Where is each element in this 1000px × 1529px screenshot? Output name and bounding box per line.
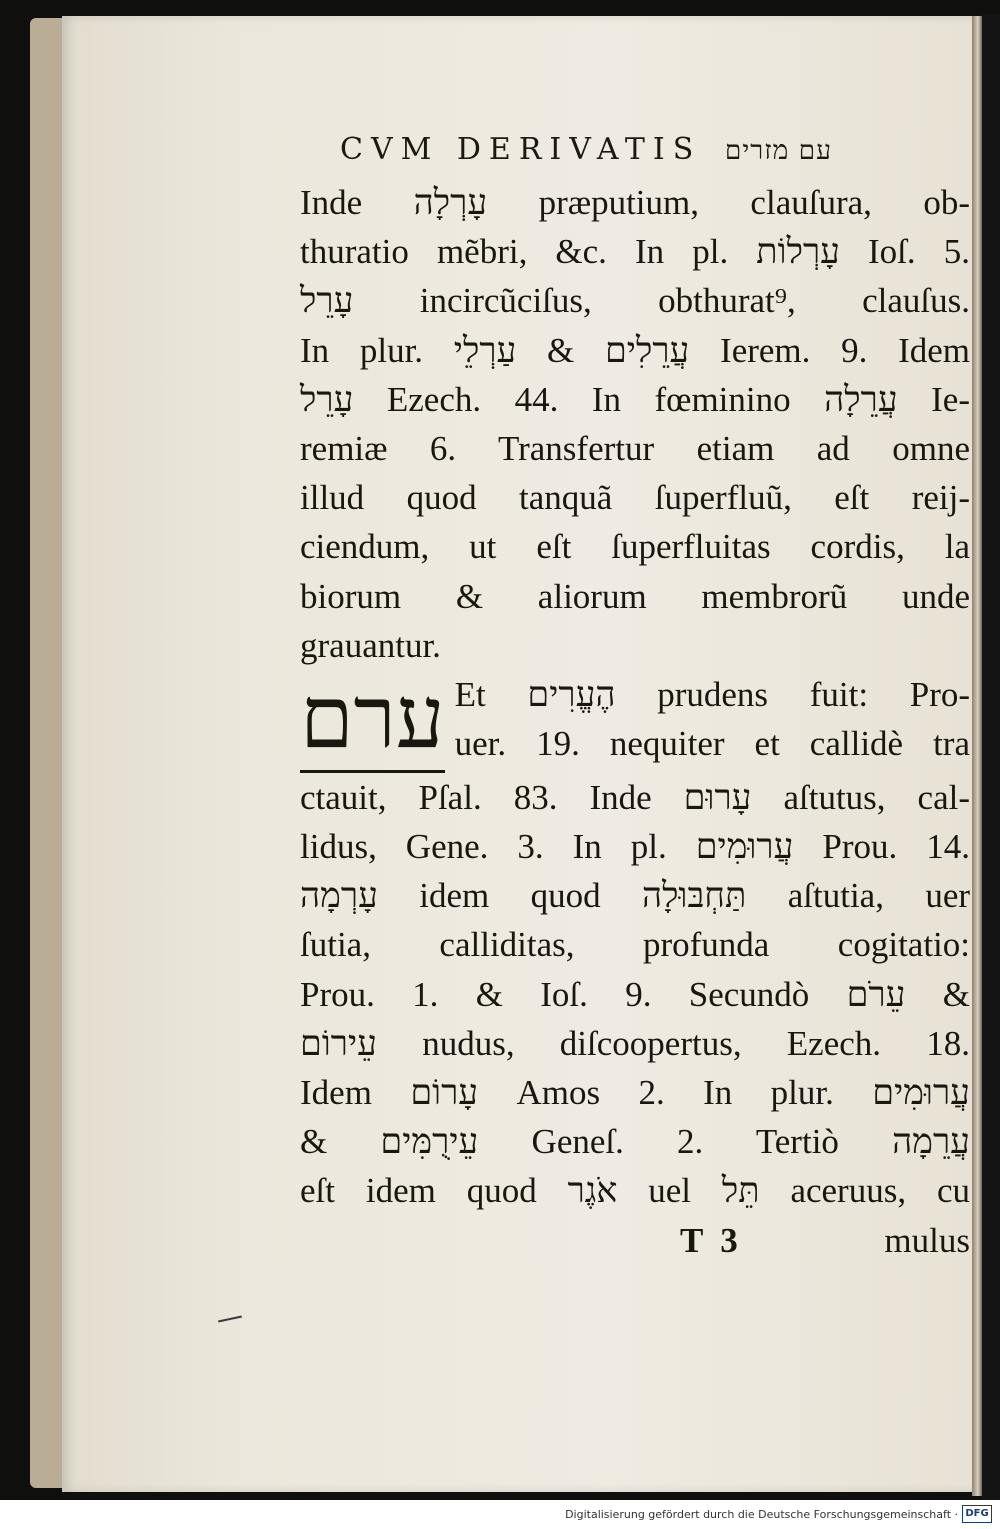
scan-border [982,14,1000,1500]
text-line: thuratio mẽbri, &c. In pl. עָרְלוֹת Ioſ. 5. [300,232,970,272]
running-head [340,132,920,167]
page-gutter [972,16,982,1496]
entry-line: Et הֶעֱרִים prudens fuit: Pro‑ [454,674,970,714]
signature-mark: T 3 [680,1220,738,1260]
text-line: ciendum, ut eſt ſuperfluitas cordis, la [300,527,970,567]
catchline [300,1216,970,1265]
entry-line: Idem עָרוֹם Amos 2. In plur. עֲרוּמִים [300,1073,970,1112]
main-text [300,178,970,1265]
entry-line: Prou. 1. & Ioſ. 9. Secundò עֵרֹם & [300,974,970,1014]
entry-line: עָרְמָה idem quod תַּחְבּוּלָה aſtutia, uer [300,876,971,916]
running-head-latin: CVM DERIVATIS [340,132,702,167]
catchword: mulus [884,1220,970,1260]
dictionary-entry [300,667,971,1216]
entry-headword: ערם [300,672,445,773]
text-line: illud quod tanquã ſuperfluũ, eſt reij‑ [300,478,970,518]
entry-line: uer. 19. nequiter et callidè tra [454,724,970,764]
entry-line: ctauit, Pſal. 83. Inde עָרוּם aſtutus, cal‑ [300,777,970,817]
text-line: biorum & aliorum membrorũ unde [300,576,970,616]
entry-line: eſt idem quod אֹגֶר uel תֵּל aceruus, cu [300,1171,970,1211]
entry-line: & עֵירֻמִּים Geneſ. 2. Tertiò עֲרֵמָה [300,1122,970,1162]
entry-line: עֵירוֹם nudus, diſcoopertus, Ezech. 18. [300,1023,970,1063]
text-line: remiæ 6. Transfertur etiam ad omne [300,428,970,468]
entry-line: ſutia, calliditas, profunda cogitatio: [300,925,970,965]
funding-credit: Digitalisierung gefördert durch die Deutsche Forschungsgemeinschaft · [565,1508,958,1521]
text-line: עָרֵל incircũciſus, obthurat⁹, clauſus. [300,281,970,321]
running-head-hebrew: עם מזרים [724,135,833,166]
text-line: In plur. עֲרֵלִים & עַרְלֵי Ierem. 9. Idem [300,330,970,370]
text-line: grauantur. [300,625,441,665]
entry-line: lidus, Gene. 3. In pl. עֲרוּמִים Prou. 14. [300,827,970,867]
dfg-logo: DFG [962,1505,992,1523]
text-line: Inde עָרְלָה præputium, clauſura, ob‑ [300,183,970,222]
text-line: עָרֵל Ezech. 44. In fœminino עֲרֵלָה Ie‑ [300,379,970,419]
